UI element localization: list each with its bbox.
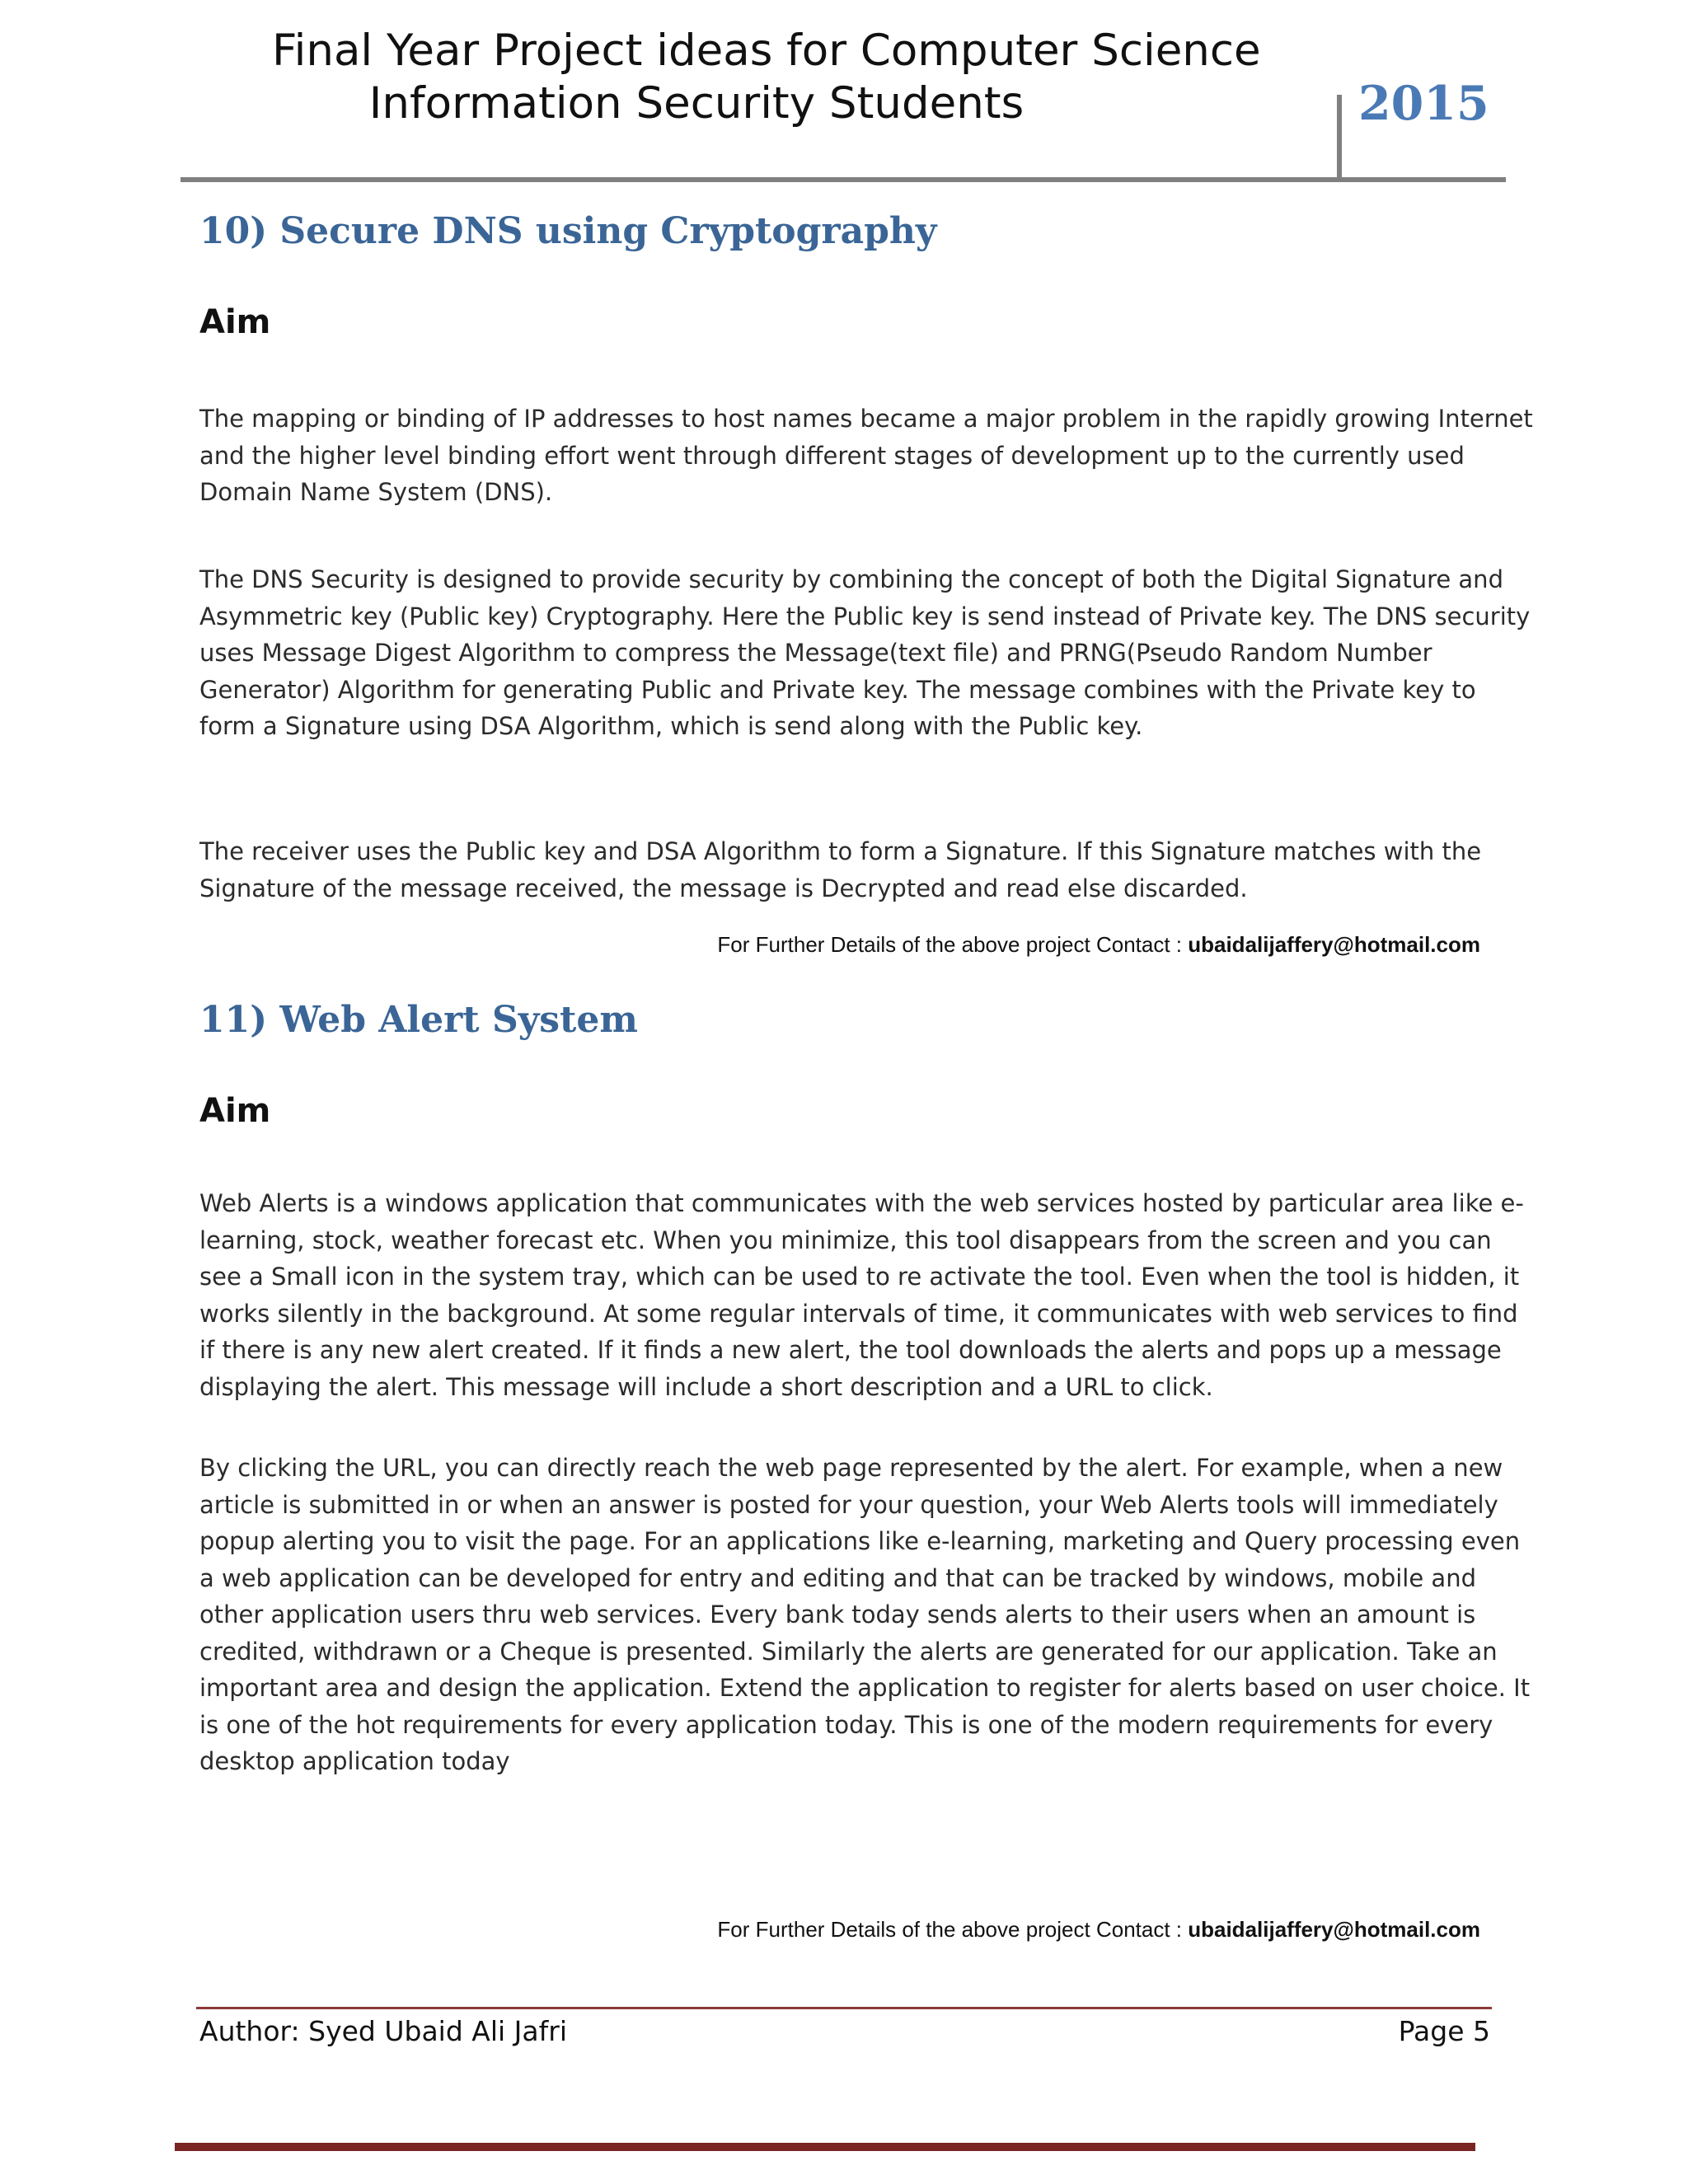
footer-author: Author: Syed Ubaid Ali Jafri <box>199 2015 567 2047</box>
header-divider <box>181 177 1506 182</box>
contact-label: For Further Details of the above project Contact : <box>717 1917 1189 1942</box>
header-year: 2015 <box>1358 76 1489 131</box>
contact-line <box>717 932 1480 958</box>
header-divider-vertical <box>1337 95 1342 179</box>
section-heading-web-alert: 11) Web Alert System <box>199 999 638 1041</box>
contact-email-link[interactable]: ubaidalijaffery@hotmail.com <box>1188 1917 1480 1942</box>
section-heading-secure-dns: 10) Secure DNS using Cryptography <box>199 210 937 252</box>
bottom-border-bar <box>175 2143 1475 2151</box>
contact-email-link[interactable]: ubaidalijaffery@hotmail.com <box>1188 932 1480 957</box>
footer-divider <box>196 2007 1492 2009</box>
document-title-line-2: Information Security Students <box>368 78 1025 129</box>
contact-line <box>717 1917 1480 1943</box>
document-title-line-1: Final Year Project ideas for Computer Science <box>272 26 1261 76</box>
paragraph: The DNS Security is designed to provide security by combining the concept of both the Digital Signature and Asymmetric key (Public key) Cryptography. Here the Public key is send instead of Private key. The DNS security uses Message Digest Algorithm to compress the Message(text file) and PRNG(Pseudo Random Number Generator) Algorithm for generating Public and Private key. The message combines with the Private key to form a Signature using DSA Algorithm, which is send along with the Public key. <box>199 565 1531 740</box>
paragraph: The receiver uses the Public key and DSA Algorithm to form a Signature. If this Signature matches with the Signature of the message received, the message is Decrypted and read else discarded. <box>199 837 1482 902</box>
aim-heading: Aim <box>199 1092 271 1130</box>
paragraph: By clicking the URL, you can directly reach the web page represented by the alert. For example, when a new article is submitted in or when an answer is posted for your question, your Web Alerts tools will immediately popup alerting you to visit the page. For an applications like e-learning, marketing and Query processing even a web application can be developed for entry and editing and that can be tracked by windows, mobile and other application users thru web services. Every bank today sends alerts to their users when an amount is credited, withdrawn or a Cheque is presented. Similarly the alerts are generated for our application. Take an important area and design the application. Extend the application to register for alerts based on user choice. It is one of the hot requirements for every application today. This is one of the modern requirements for every desktop application today <box>199 1454 1531 1775</box>
aim-heading: Aim <box>199 303 271 341</box>
paragraph: Web Alerts is a windows application that communicates with the web services hosted by particular area like e-learning, stock, weather forecast etc. When you minimize, this tool disappears from the screen and you can see a Small icon in the system tray, which can be used to re activate the tool. Even when the tool is hidden, it works silently in the background. At some regular intervals of time, it communicates with web services to find if there is any new alert created. If it finds a new alert, the tool downloads the alerts and pops up a message displaying the alert. This message will include a short description and a URL to click. <box>199 1189 1524 1401</box>
contact-label: For Further Details of the above project Contact : <box>717 932 1189 957</box>
page-number: Page 5 <box>1398 2015 1490 2047</box>
document-title <box>272 25 1261 130</box>
paragraph: The mapping or binding of IP addresses to host names became a major problem in the rapidly growing Internet and the higher level binding effort went through different stages of development up to the currently used Domain Name System (DNS). <box>199 405 1533 506</box>
